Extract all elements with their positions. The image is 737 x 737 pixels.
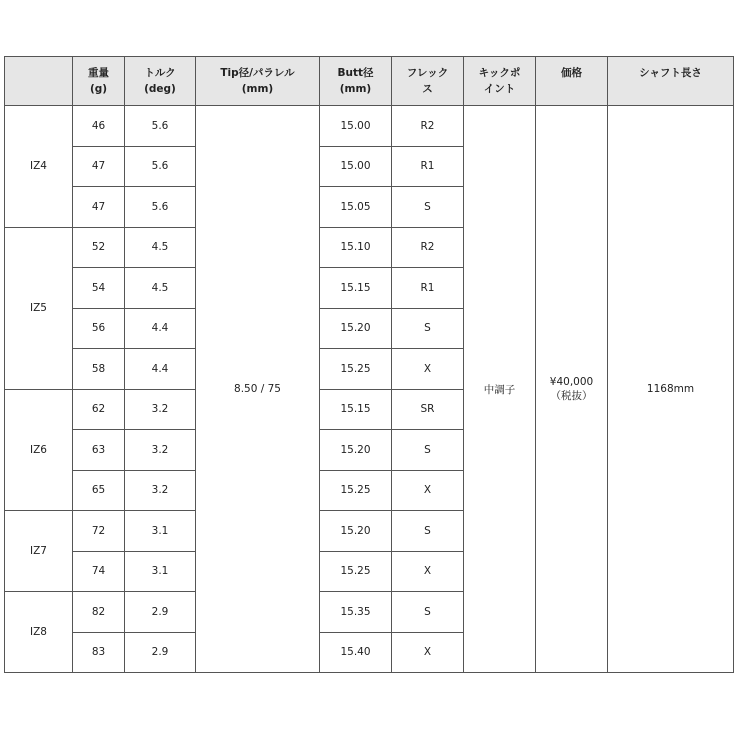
header-butt xyxy=(320,57,392,106)
butt-cell: 15.20 xyxy=(320,430,392,471)
header-row xyxy=(5,57,734,106)
header-butt-label: Butt径 xyxy=(337,67,374,79)
weight-cell: 62 xyxy=(73,389,125,430)
torque-cell: 2.9 xyxy=(125,592,196,633)
model-cell: IZ6 xyxy=(5,389,73,511)
torque-cell: 4.5 xyxy=(125,268,196,309)
model-cell: IZ5 xyxy=(5,227,73,389)
butt-cell: 15.25 xyxy=(320,349,392,390)
torque-cell: 2.9 xyxy=(125,632,196,673)
header-tip-unit: (mm) xyxy=(241,83,274,95)
table-body xyxy=(5,106,734,673)
weight-cell: 65 xyxy=(73,470,125,511)
table-header xyxy=(5,57,734,106)
header-kick xyxy=(464,57,536,106)
flex-cell: X xyxy=(392,470,464,511)
weight-cell: 47 xyxy=(73,146,125,187)
torque-cell: 3.2 xyxy=(125,389,196,430)
header-weight-unit: (g) xyxy=(89,83,108,95)
model-cell: IZ4 xyxy=(5,106,73,228)
torque-cell: 3.1 xyxy=(125,511,196,552)
flex-cell: R1 xyxy=(392,268,464,309)
torque-cell: 4.4 xyxy=(125,349,196,390)
torque-cell: 3.2 xyxy=(125,430,196,471)
torque-cell: 5.6 xyxy=(125,187,196,228)
weight-cell: 52 xyxy=(73,227,125,268)
flex-cell: S xyxy=(392,430,464,471)
tip-cell: 8.50 / 75 xyxy=(196,106,320,673)
flex-cell: S xyxy=(392,511,464,552)
header-torque xyxy=(125,57,196,106)
torque-cell: 3.2 xyxy=(125,470,196,511)
weight-cell: 46 xyxy=(73,106,125,147)
header-kick-line1: キックポ xyxy=(478,67,521,79)
flex-cell: S xyxy=(392,187,464,228)
butt-cell: 15.15 xyxy=(320,389,392,430)
butt-cell: 15.00 xyxy=(320,146,392,187)
header-torque-unit: (deg) xyxy=(144,83,176,95)
price-tax-note: （税抜） xyxy=(550,389,593,402)
header-butt-unit: (mm) xyxy=(339,83,372,95)
butt-cell: 15.15 xyxy=(320,268,392,309)
header-tip-label: Tip径/パラレル xyxy=(220,67,295,79)
weight-cell: 82 xyxy=(73,592,125,633)
header-weight-label: 重量 xyxy=(88,67,109,79)
header-length-label: シャフト長さ xyxy=(639,67,702,79)
torque-cell: 3.1 xyxy=(125,551,196,592)
butt-cell: 15.20 xyxy=(320,308,392,349)
length-cell: 1168mm xyxy=(608,106,734,673)
butt-cell: 15.00 xyxy=(320,106,392,147)
flex-cell: SR xyxy=(392,389,464,430)
butt-cell: 15.05 xyxy=(320,187,392,228)
butt-cell: 15.40 xyxy=(320,632,392,673)
model-cell: IZ7 xyxy=(5,511,73,592)
weight-cell: 47 xyxy=(73,187,125,228)
flex-cell: R2 xyxy=(392,106,464,147)
price-value: ¥40,000 xyxy=(549,375,594,388)
header-flex-line2: ス xyxy=(422,83,433,95)
torque-cell: 5.6 xyxy=(125,106,196,147)
kick-point-cell: 中調子 xyxy=(464,106,536,673)
weight-cell: 72 xyxy=(73,511,125,552)
flex-cell: X xyxy=(392,632,464,673)
weight-cell: 54 xyxy=(73,268,125,309)
header-tip xyxy=(196,57,320,106)
flex-cell: R2 xyxy=(392,227,464,268)
flex-cell: S xyxy=(392,308,464,349)
weight-cell: 56 xyxy=(73,308,125,349)
flex-cell: R1 xyxy=(392,146,464,187)
header-price-label: 価格 xyxy=(561,67,582,79)
header-flex xyxy=(392,57,464,106)
torque-cell: 4.4 xyxy=(125,308,196,349)
butt-cell: 15.35 xyxy=(320,592,392,633)
torque-cell: 5.6 xyxy=(125,146,196,187)
header-torque-label: トルク xyxy=(144,67,176,79)
header-weight xyxy=(73,57,125,106)
weight-cell: 83 xyxy=(73,632,125,673)
butt-cell: 15.25 xyxy=(320,470,392,511)
flex-cell: S xyxy=(392,592,464,633)
torque-cell: 4.5 xyxy=(125,227,196,268)
weight-cell: 74 xyxy=(73,551,125,592)
header-kick-line2: イント xyxy=(483,83,516,95)
flex-cell: X xyxy=(392,551,464,592)
weight-cell: 58 xyxy=(73,349,125,390)
header-price xyxy=(536,57,608,106)
header-model xyxy=(5,57,73,106)
model-cell: IZ8 xyxy=(5,592,73,673)
table-row xyxy=(5,106,734,147)
header-length xyxy=(608,57,734,106)
butt-cell: 15.25 xyxy=(320,551,392,592)
butt-cell: 15.10 xyxy=(320,227,392,268)
butt-cell: 15.20 xyxy=(320,511,392,552)
shaft-spec-table xyxy=(4,56,734,673)
header-flex-line1: フレック xyxy=(406,67,449,79)
weight-cell: 63 xyxy=(73,430,125,471)
flex-cell: X xyxy=(392,349,464,390)
price-cell xyxy=(536,106,608,673)
